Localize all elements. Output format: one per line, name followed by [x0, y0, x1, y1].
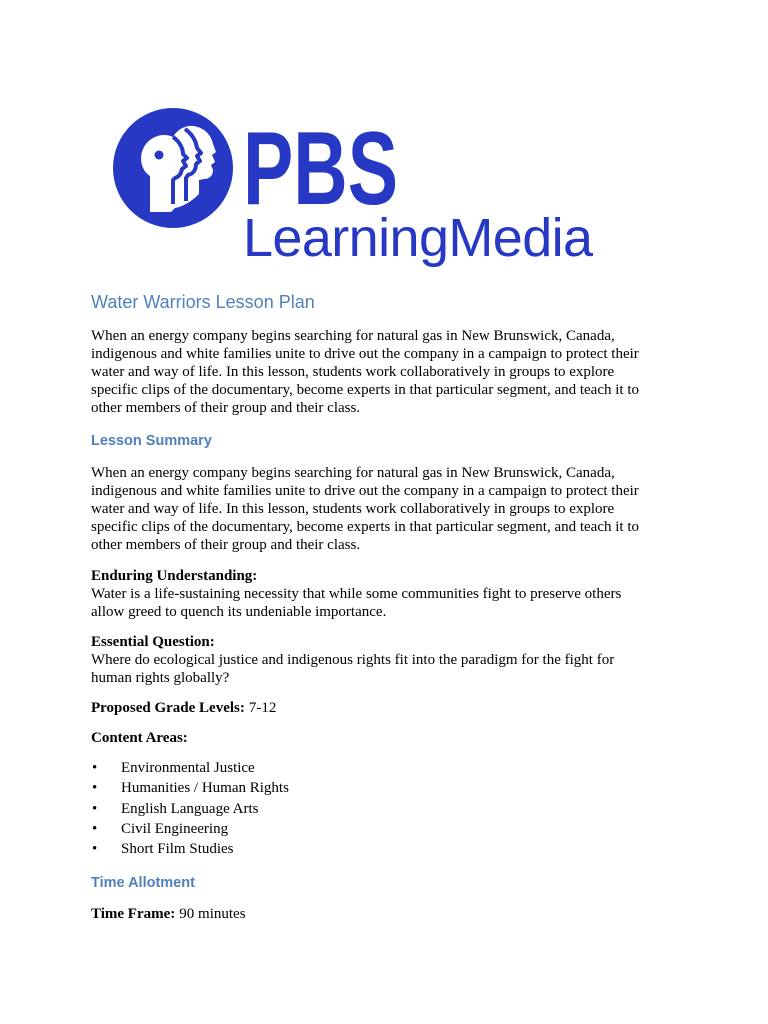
bullet: • [92, 760, 98, 776]
paragraph-line: specific clips of the documentary, become experts in that particular segment, and teach it to [91, 382, 639, 398]
time-frame [91, 905, 246, 923]
essential-question-label: Essential Question: [91, 634, 215, 650]
bullet: • [92, 841, 98, 857]
paragraph-line: water and way of life. In this lesson, students work collaboratively in groups to explore [91, 501, 615, 517]
list-item-text: Humanities / Human Rights [121, 780, 289, 797]
document-title: Water Warriors Lesson Plan [91, 292, 315, 312]
grade-levels-label: Proposed Grade Levels: [91, 700, 245, 716]
bullet: • [92, 820, 98, 837]
time-frame-value: 90 minutes [179, 906, 246, 922]
list-item-text: Short Film Studies [121, 841, 234, 857]
time-frame-label: Time Frame: [91, 906, 176, 922]
time-allotment-heading: Time Allotment [91, 875, 195, 891]
paragraph-line: allow greed to quench its undeniable importance. [91, 604, 387, 620]
enduring-understanding-label: Enduring Understanding: [91, 568, 258, 584]
paragraph-line: other members of their group and their class. [91, 400, 361, 416]
paragraph-line: indigenous and white families unite to drive out the company in a campaign to protect their [91, 483, 639, 499]
paragraph-line: specific clips of the documentary, become experts in that particular segment, and teach it to [91, 519, 639, 535]
essential-question [91, 633, 614, 687]
list-item-text: English Language Arts [121, 800, 259, 817]
intro-paragraph [91, 327, 639, 417]
pbs-wordmark: PBS [243, 111, 399, 227]
paragraph-line: When an energy company begins searching for natural gas in New Brunswick, Canada, [91, 328, 615, 344]
enduring-understanding [91, 567, 621, 621]
paragraph-line: When an energy company begins searching for natural gas in New Brunswick, Canada, [91, 465, 615, 481]
paragraph-line: Where do ecological justice and indigenous rights fit into the paradigm for the fight for [91, 652, 615, 668]
paragraph-line: Water is a life-sustaining necessity that while some communities fight to preserve others [91, 586, 622, 602]
summary-paragraph [91, 464, 639, 554]
bullet: • [92, 780, 98, 797]
paragraph-line: indigenous and white families unite to drive out the company in a campaign to protect their [91, 346, 639, 362]
pbs-head-icon [113, 108, 233, 228]
lesson-summary-heading: Lesson Summary [91, 433, 212, 449]
grade-levels [91, 699, 276, 717]
paragraph-line: other members of their group and their class. [91, 537, 361, 553]
learningmedia-wordmark: LearningMedia [243, 208, 593, 268]
paragraph-line: human rights globally? [91, 670, 230, 686]
grade-levels-value: 7-12 [248, 700, 277, 716]
list-item-text: Civil Engineering [121, 820, 229, 837]
list-item-text: Environmental Justice [121, 760, 255, 776]
paragraph-line: water and way of life. In this lesson, students work collaboratively in groups to explore [91, 364, 615, 380]
content-areas-label: Content Areas: [91, 730, 188, 746]
bullet: • [92, 800, 98, 817]
